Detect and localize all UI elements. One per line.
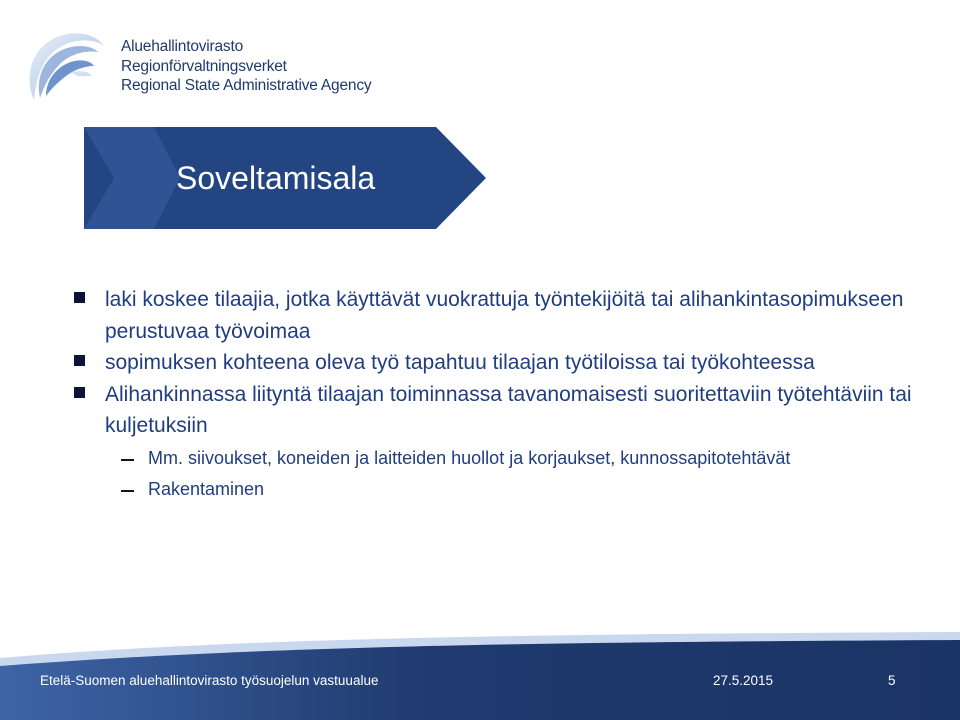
footer-date: 27.5.2015 [713,673,774,688]
sub-bullet-text: Mm. siivoukset, koneiden ja laitteiden huollot ja korjaukset, kunnossapitotehtävät [148,447,791,468]
sub-bullet-item [74,476,934,503]
org-name-en: Regional State Administrative Agency [121,77,372,94]
sub-bullet-text: Rakentaminen [148,478,265,499]
bullet-list [74,284,934,503]
dash-bullet-icon [121,490,134,492]
bullet-item [74,284,934,347]
square-bullet-icon [74,387,85,398]
bullet-text: sopimuksen kohteena oleva työ tapahtuu tilaajan työtiloissa tai työkohteessa [105,351,815,374]
bullet-text: Alihankinnassa liityntä tilaajan toiminnassa tavanomaisesti suoritettaviin työtehtäviin tai kuljetuksiin [105,382,912,437]
agency-logo-icon [22,26,114,106]
dash-bullet-icon [121,459,134,461]
square-bullet-icon [74,355,85,366]
org-name-sv: Regionförvaltningsverket [121,57,287,75]
bullet-item [74,379,934,442]
bullet-text: laki koskee tilaajia, jotka käyttävät vuokrattuja työntekijöitä tai alihankintasopimukseen perustuvaa työvoimaa [105,288,904,343]
slide-title: Soveltamisala [176,160,376,196]
sub-bullet-item [74,445,934,472]
footer-organization: Etelä-Suomen aluehallintovirasto työsuojelun vastuualue [40,673,379,688]
organization-names [121,37,371,96]
bullet-item [74,347,934,379]
org-name-fi: Aluehallintovirasto [121,38,243,55]
footer-page-number: 5 [888,673,896,688]
square-bullet-icon [74,292,85,303]
